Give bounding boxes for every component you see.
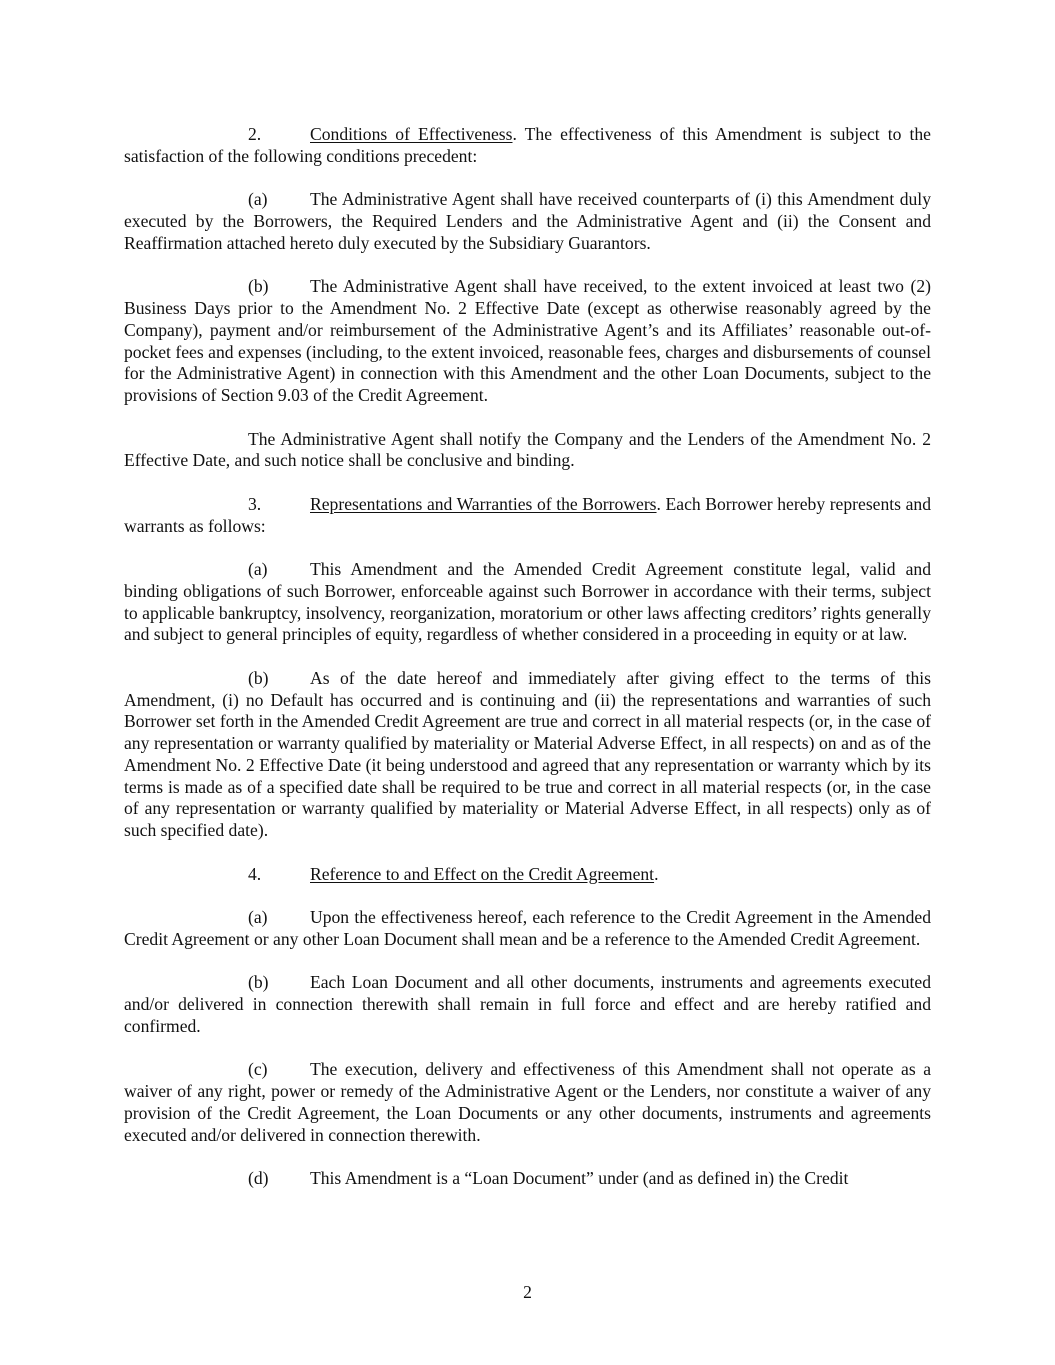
clause-label: (b) xyxy=(248,276,269,297)
clause-label: (d) xyxy=(248,1168,269,1189)
clause-text: This Amendment and the Amended Credit Agreement constitute legal, valid and binding obligations of such Borrower, enforceable against such Borrower in accordance with their terms, subject to applicable bankruptcy, insolvency, reorganization, moratorium or other laws affecting creditors’ rights generally and subject to general principles of equity, regardless of whether considered in a proceeding in equity or at law. xyxy=(124,558,931,645)
clause-text: This Amendment is a “Loan Document” under (and as defined in) the Credit xyxy=(310,1168,849,1189)
clause-4a xyxy=(124,907,931,951)
section-intro-text: . The effectiveness of this Amendment is subject to the satisfaction of the following conditions precedent: xyxy=(124,124,931,166)
clause-4d xyxy=(124,1168,931,1190)
clause-3a xyxy=(124,559,931,646)
clause-text: The Administrative Agent shall have received, to the extent invoiced at least two (2) Business Days prior to the Amendment No. 2 Effective Date (except as otherwise reasonably agreed by the Company), payment and/or reimbursement of the Administrative Agent’s and its Affiliates’ reasonable out-of-pocket fees and expenses (including, to the extent invoiced, reasonable fees, charges and disbursements of counsel for the Administrative Agent) in connection with this Amendment and the other Loan Documents, subject to the provisions of Section 9.03 of the Credit Agreement. xyxy=(124,276,931,406)
clause-4c xyxy=(124,1059,931,1146)
section-4-paragraph xyxy=(124,864,931,886)
section-intro-text: . xyxy=(654,863,659,884)
clause-2a xyxy=(124,189,931,254)
section-number: 3. xyxy=(248,493,262,514)
clause-label: (a) xyxy=(248,907,268,928)
section-heading: Representations and Warranties of the Borrowers xyxy=(310,493,657,514)
section-3-paragraph xyxy=(124,494,931,538)
clause-4b xyxy=(124,972,931,1037)
clause-label: (b) xyxy=(248,667,269,688)
notice-paragraph xyxy=(124,429,931,473)
clause-label: (a) xyxy=(248,558,268,579)
section-number: 4. xyxy=(248,863,262,884)
section-heading: Reference to and Effect on the Credit Agreement xyxy=(310,863,655,884)
clause-2b xyxy=(124,276,931,407)
clause-label: (b) xyxy=(248,972,269,993)
clause-label: (a) xyxy=(248,189,268,210)
clause-label: (c) xyxy=(248,1059,268,1080)
clause-3b xyxy=(124,668,931,842)
document-page xyxy=(124,124,931,1190)
clause-text: Upon the effectiveness hereof, each reference to the Credit Agreement in the Amended Credit Agreement or any other Loan Document shall mean and be a reference to the Amended Credit Agreement. xyxy=(124,907,931,949)
section-intro-text: . Each Borrower hereby represents and warrants as follows: xyxy=(124,493,931,536)
notice-text: The Administrative Agent shall notify the Company and the Lenders of the Amendment No. 2 Effective Date, and such notice shall be conclusive and binding. xyxy=(124,428,931,471)
section-2-paragraph xyxy=(124,124,931,168)
clause-text: As of the date hereof and immediately after giving effect to the terms of this Amendment, (i) no Default has occurred and is continuing and (ii) the representations and warranties of such Borrower set forth in the Amended Credit Agreement are true and correct in all material respects (or, in the case of any representation or warranty qualified by materiality or Material Adverse Effect, in all respects) on and as of the Amendment No. 2 Effective Date (it being understood and agreed that any representation or warranty which by its terms is made as of a specified date shall be required to be true and correct in all material respects (or, in the case of any representation or warranty qualified by materiality or Material Adverse Effect, in all respects) only as of such specified date). xyxy=(124,667,931,841)
clause-text: The execution, delivery and effectiveness of this Amendment shall not operate as a waiver of any right, power or remedy of the Administrative Agent or the Lenders, nor constitute a waiver of any provision of the Credit Agreement, the Loan Documents or any other documents, instruments and agreements executed and/or delivered in connection therewith. xyxy=(124,1059,931,1145)
section-heading: Conditions of Effectiveness xyxy=(310,124,513,144)
clause-text: The Administrative Agent shall have received counterparts of (i) this Amendment duly executed by the Borrowers, the Required Lenders and the Administrative Agent and (ii) the Consent and Reaffirmation attached hereto duly executed by the Subsidiary Guarantors. xyxy=(124,189,931,253)
section-number: 2. xyxy=(248,124,262,144)
clause-text: Each Loan Document and all other documents, instruments and agreements executed and/or delivered in connection therewith shall remain in full force and effect and are hereby ratified and confirmed. xyxy=(124,972,931,1036)
page-number: 2 xyxy=(523,1282,532,1302)
